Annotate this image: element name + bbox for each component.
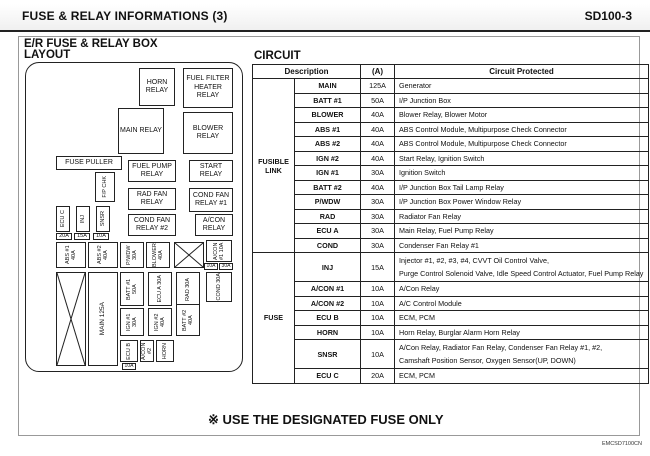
row-circuit: ABS Control Module, Multipurpose Check Connector (395, 122, 649, 137)
start-relay: START RELAY (189, 160, 233, 182)
row-name: A/CON #1 (295, 282, 361, 297)
circuit-title: CIRCUIT (254, 50, 301, 62)
row-name: BATT #2 (295, 180, 361, 195)
row-amperage: 40A (361, 137, 395, 152)
fuse-cond-rating: 30A (219, 263, 233, 270)
row-amperage: 30A (361, 166, 395, 181)
row-amperage: 10A (361, 296, 395, 311)
row-circuit: A/Con Relay (395, 282, 649, 297)
fuse-ecu-b-rating: 10A (122, 363, 136, 370)
fuse-inj: INJ (76, 206, 90, 232)
row-amperage: 30A (361, 224, 395, 239)
row-name: BATT #1 (295, 93, 361, 108)
row-name: SNSR (295, 340, 361, 369)
row-name: IGN #1 (295, 166, 361, 181)
row-name: HORN (295, 325, 361, 340)
circuit-line-1: Injector #1, #2, #3, #4, CVVT Oil Control Valve, (399, 256, 549, 265)
row-circuit: Condenser Fan Relay #1 (395, 238, 649, 253)
row-amperage: 40A (361, 108, 395, 123)
row-name: ECU A (295, 224, 361, 239)
row-name: ECU C (295, 369, 361, 384)
row-circuit: ECM, PCM (395, 369, 649, 384)
fuel-filter-heater-relay: FUEL FILTER HEATER RELAY (183, 68, 233, 108)
row-circuit: A/C Control Module (395, 296, 649, 311)
fuse-inj-rating: 15A (74, 233, 90, 240)
section-title: E/R FUSE & RELAY BOX (24, 38, 158, 50)
row-amperage: 10A (361, 340, 395, 369)
fp-chk-connector: F/P CHK (95, 172, 115, 202)
fuse-puller: FUSE PULLER (56, 156, 122, 170)
table-row (253, 311, 649, 326)
row-circuit: Generator (395, 79, 649, 94)
header-title: FUSE & RELAY INFORMATIONS (3) (22, 9, 228, 23)
table-row (253, 296, 649, 311)
fuse-batt1: BATT #1 50A (120, 272, 144, 306)
header-amperage: (A) (361, 65, 395, 79)
fuse-acon2: A/CON #2 (140, 340, 154, 362)
table-row (253, 180, 649, 195)
row-circuit: Radiator Fan Relay (395, 209, 649, 224)
row-circuit: I/P Junction Box Tail Lamp Relay (395, 180, 649, 195)
fuse-pwdw: P/WDW 30A (120, 242, 144, 268)
circuit-table (252, 64, 649, 384)
page-header (0, 4, 650, 32)
horn-relay: HORN RELAY (139, 68, 175, 106)
row-name: P/WDW (295, 195, 361, 210)
row-amperage: 40A (361, 180, 395, 195)
table-row (253, 195, 649, 210)
fuse-ecu-c: ECU C (56, 206, 70, 232)
fuse-acon1-rating: 10A (204, 263, 218, 270)
row-name: ABS #1 (295, 122, 361, 137)
fuse-horn: HORN (156, 340, 174, 362)
fuse-ecu-c-rating: 20A (56, 233, 72, 240)
row-name: A/CON #2 (295, 296, 361, 311)
row-circuit: Blower Relay, Blower Motor (395, 108, 649, 123)
row-name: ECU B (295, 311, 361, 326)
fuse-rad: RAD 30A (176, 272, 200, 306)
row-circuit: ECM, PCM (395, 311, 649, 326)
fuse-main: MAIN 125A (88, 272, 118, 366)
table-row (253, 325, 649, 340)
large-spare-slot (56, 272, 86, 366)
group-fusible-link: FUSIBLE LINK (253, 79, 295, 253)
table-row (253, 238, 649, 253)
empty-slot-x-icon (175, 243, 203, 267)
spare-slot (174, 242, 204, 268)
row-amperage: 40A (361, 151, 395, 166)
table-row (253, 93, 649, 108)
row-amperage: 10A (361, 325, 395, 340)
row-name: ABS #2 (295, 137, 361, 152)
table-row (253, 79, 649, 94)
table-row (253, 224, 649, 239)
row-circuit (395, 340, 649, 369)
fuse-abs2: ABS #2 40A (88, 242, 118, 268)
layout-title: LAYOUT (24, 49, 71, 61)
fuse-abs1: ABS #1 40A (56, 242, 86, 268)
group-fuse: FUSE (253, 253, 295, 384)
row-circuit: I/P Junction Box Power Window Relay (395, 195, 649, 210)
fuse-ign2: IGN #2 40A (148, 308, 172, 336)
row-amperage: 30A (361, 209, 395, 224)
row-amperage: 20A (361, 369, 395, 384)
row-name: BLOWER (295, 108, 361, 123)
row-name: MAIN (295, 79, 361, 94)
table-row (253, 209, 649, 224)
row-name: COND (295, 238, 361, 253)
row-name: RAD (295, 209, 361, 224)
fuse-cond: COND 30A (206, 272, 232, 302)
table-row (253, 122, 649, 137)
circuit-line-2: Camshaft Position Sensor, Oxygen Sensor(UP, DOWN) (399, 356, 576, 365)
table-row (253, 340, 649, 369)
table-row (253, 369, 649, 384)
fuse-batt2: BATT #2 40A (176, 304, 200, 336)
fuse-ecu-b: ECU B (120, 340, 138, 362)
fuse-blower: BLOWER 40A (146, 242, 170, 268)
blower-relay: BLOWER RELAY (183, 112, 233, 154)
row-circuit: I/P Junction Box (395, 93, 649, 108)
table-row (253, 108, 649, 123)
header-circuit: Circuit Protected (395, 65, 649, 79)
row-amperage: 10A (361, 311, 395, 326)
fuel-pump-relay: FUEL PUMP RELAY (128, 160, 176, 182)
row-circuit: Main Relay, Fuel Pump Relay (395, 224, 649, 239)
row-circuit: Start Relay, Ignition Switch (395, 151, 649, 166)
row-circuit: ABS Control Module, Multipurpose Check Connector (395, 137, 649, 152)
designated-fuse-note: ※ USE THE DESIGNATED FUSE ONLY (208, 412, 444, 427)
row-amperage: 40A (361, 122, 395, 137)
row-circuit: Horn Relay, Burglar Alarm Horn Relay (395, 325, 649, 340)
fuse-acon1: A/CON #1 10A (206, 240, 232, 262)
row-name: IGN #2 (295, 151, 361, 166)
header-code: SD100-3 (584, 9, 632, 23)
row-amperage: 30A (361, 238, 395, 253)
cond-fan-relay-2: COND FAN RELAY #2 (128, 214, 176, 236)
row-amperage: 50A (361, 93, 395, 108)
row-circuit: Ignition Switch (395, 166, 649, 181)
main-relay: MAIN RELAY (118, 108, 164, 154)
row-amperage: 30A (361, 195, 395, 210)
header-description: Description (253, 65, 361, 79)
circuit-line-1: A/Con Relay, Radiator Fan Relay, Condenser Fan Relay #1, #2, (399, 343, 603, 352)
row-amperage: 125A (361, 79, 395, 94)
table-row (253, 282, 649, 297)
circuit-line-2: Purge Control Solenoid Valve, Idle Speed Control Actuator, Fuel Pump Relay (399, 269, 644, 278)
empty-slot-x-icon (57, 273, 85, 365)
cond-fan-relay-1: COND FAN RELAY #1 (189, 188, 233, 212)
table-header-row (253, 65, 649, 79)
table-row (253, 151, 649, 166)
row-name: INJ (295, 253, 361, 282)
table-row (253, 166, 649, 181)
fuse-snsr-rating: 10A (93, 233, 109, 240)
acon-relay: A/CON RELAY (195, 214, 233, 236)
row-amperage: 10A (361, 282, 395, 297)
fuse-ecu-a: ECU A 30A (148, 272, 172, 306)
table-row (253, 253, 649, 282)
fuse-ign1: IGN #1 30A (120, 308, 144, 336)
rad-fan-relay: RAD FAN RELAY (128, 188, 176, 210)
row-circuit (395, 253, 649, 282)
figure-code: EMCSD7100CN (601, 441, 642, 447)
fuse-snsr: SNSR (96, 206, 110, 232)
table-row (253, 137, 649, 152)
row-amperage: 15A (361, 253, 395, 282)
